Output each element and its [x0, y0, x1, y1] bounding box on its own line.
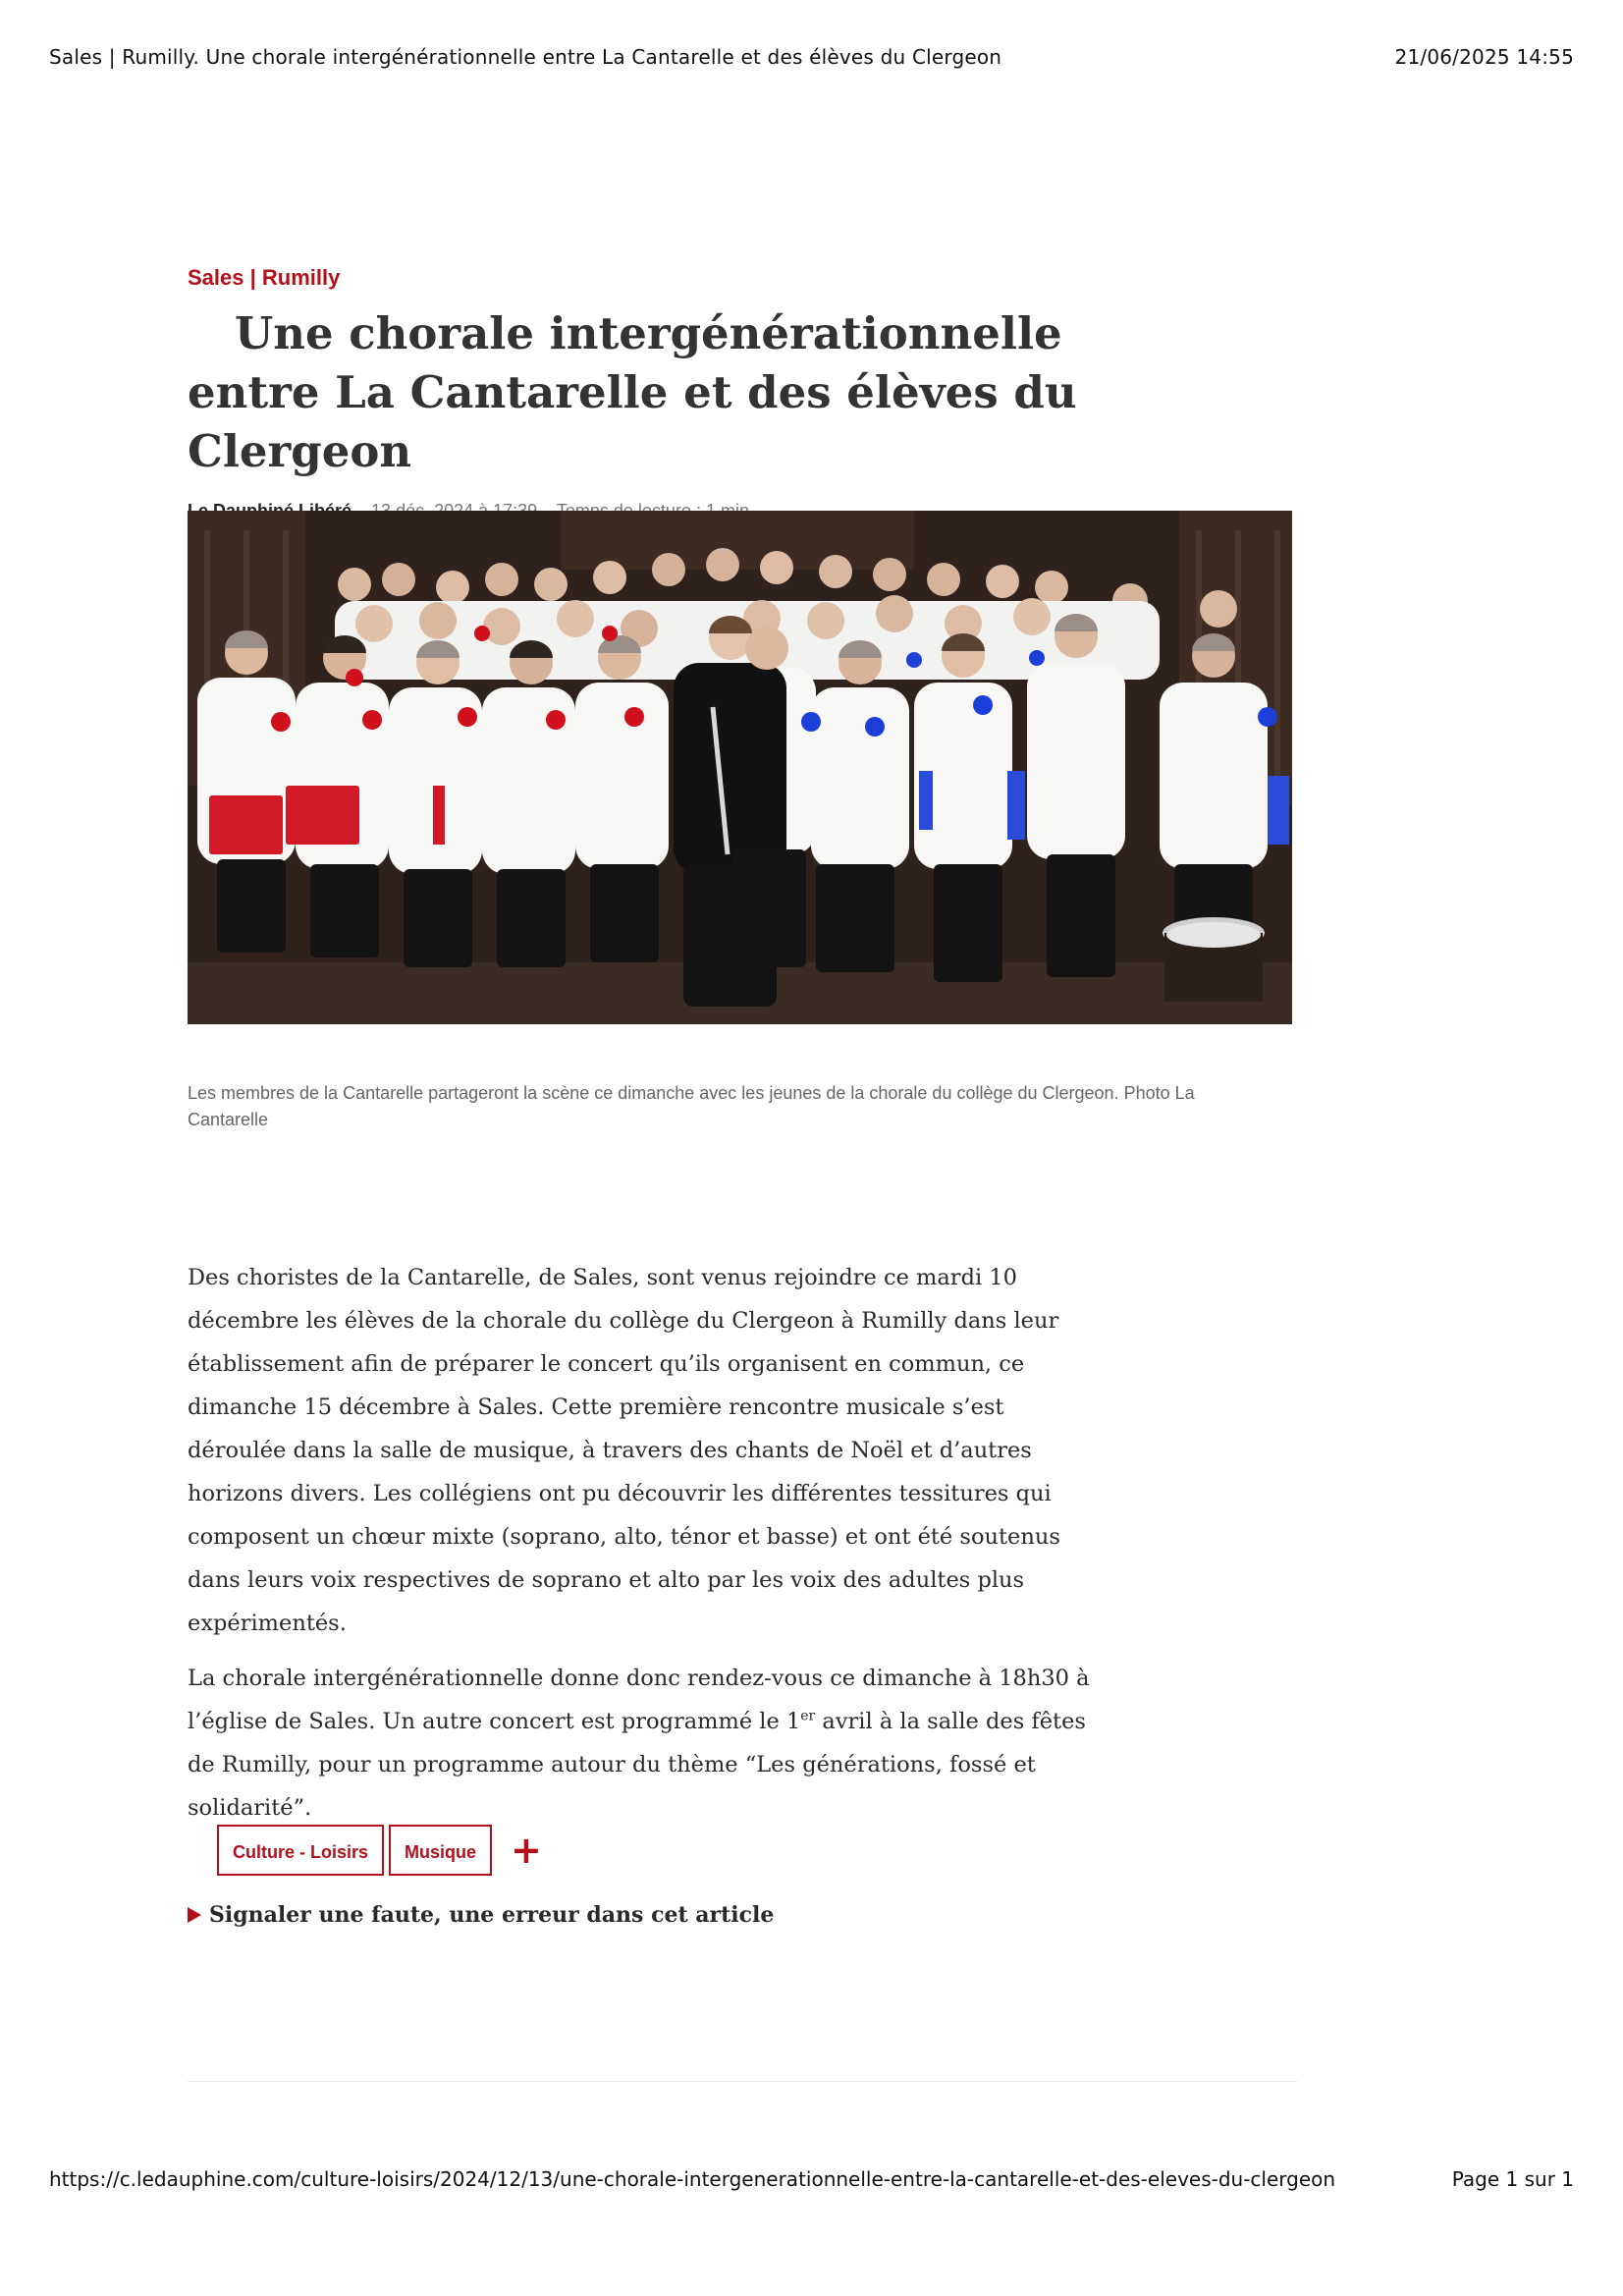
- paragraph-2-part-2: avril à la salle des fêtes de Rumilly, pour un programme autour du thème “Les générations, fossé et solidarité”.: [188, 1709, 1086, 1821]
- paragraph-2: [188, 1657, 1101, 1830]
- rubric-link[interactable]: Sales | Rumilly: [188, 265, 341, 290]
- tag-culture-loisirs[interactable]: Culture - Loisirs: [217, 1825, 384, 1876]
- print-footer-url: https://c.ledauphine.com/culture-loisirs/2024/12/13/une-chorale-intergenerationnelle-entre-la-cantarelle-et-des-eleves-du-clergeon: [49, 2167, 1336, 2191]
- report-error-label: Signaler une faute, une erreur dans cet article: [209, 1902, 775, 1928]
- report-error-link[interactable]: [188, 1902, 774, 1928]
- article-title: [188, 304, 1169, 481]
- choir-photo-illustration: [188, 511, 1292, 1024]
- paragraph-1: Des choristes de la Cantarelle, de Sales, sont venus rejoindre ce mardi 10 décembre les élèves de la chorale du collège du Clergeon à Rumilly dans leur établissement afin de préparer le concert qu’ils organisent en commun, ce dimanche 15 décembre à Sales. Cette première rencontre musicale s’est déroulée dans la salle de musique, à travers des chants de Noël et d’autres horizons divers. Les collégiens ont pu découvrir les différentes tessitures qui composent un chœur mixte (soprano, alto, ténor et basse) et ont été soutenus dans leurs voix respectives de soprano et alto par les voix des adultes plus expérimentés.: [188, 1265, 1060, 1636]
- tag-list: [217, 1825, 542, 1876]
- ordinal-superscript: er: [800, 1708, 816, 1724]
- article-body: [188, 1256, 1101, 1841]
- divider: [188, 2081, 1297, 2082]
- more-tags-plus-icon[interactable]: +: [511, 1829, 542, 1872]
- article: [188, 265, 1297, 1928]
- tag-musique[interactable]: Musique: [389, 1825, 492, 1876]
- print-header-datetime: 21/06/2025 14:55: [1394, 45, 1574, 69]
- print-footer-page: Page 1 sur 1: [1451, 2167, 1574, 2191]
- print-header-title: Sales | Rumilly. Une chorale intergénérationnelle entre La Cantarelle et des élèves du Clergeon: [49, 45, 1002, 69]
- triangle-right-icon: [188, 1907, 201, 1923]
- print-header: [49, 45, 1574, 69]
- article-photo[interactable]: [188, 511, 1292, 1024]
- paragraph-2-part-1: La chorale intergénérationnelle donne donc rendez-vous ce dimanche à 18h30 à l’église de Sales. Un autre concert est programmé le 1: [188, 1666, 1090, 1734]
- article-title-text: Une chorale intergénérationnelle entre La Cantarelle et des élèves du Clergeon: [188, 307, 1077, 477]
- print-footer: [49, 2167, 1574, 2191]
- photo-caption: Les membres de la Cantarelle partageront la scène ce dimanche avec les jeunes de la chorale du collège du Clergeon. Photo La Cantarelle: [188, 1083, 1195, 1129]
